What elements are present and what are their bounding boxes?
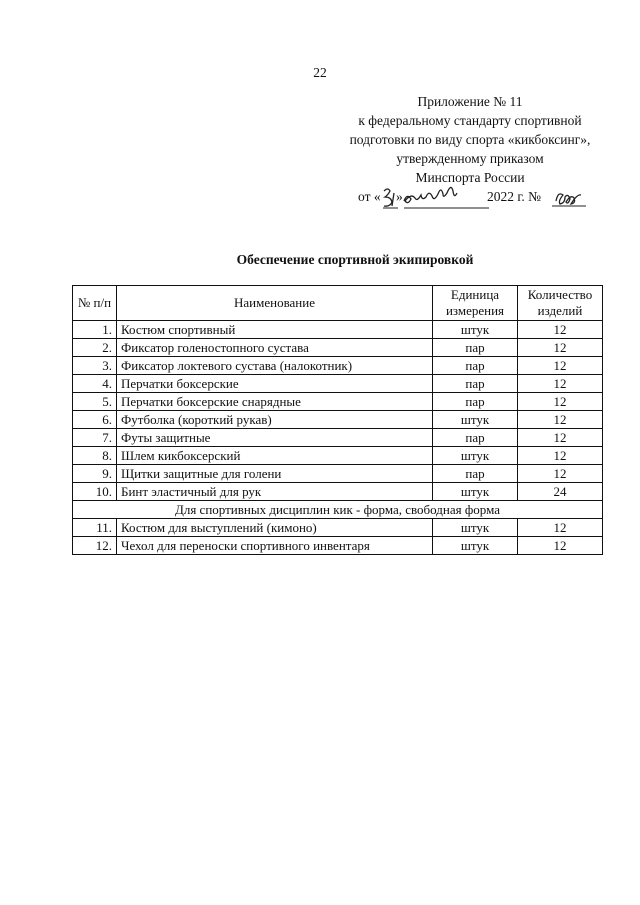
row-unit: штук: [433, 321, 518, 339]
table-row: [73, 339, 603, 357]
page-number: 22: [313, 65, 327, 80]
row-quantity: 12: [518, 321, 603, 339]
row-quantity: 12: [518, 519, 603, 537]
table-row: [73, 465, 603, 483]
table-row: [73, 375, 603, 393]
row-name: Костюм для выступлений (кимоно): [117, 519, 433, 537]
section-heading: Для спортивных дисциплин кик - форма, свободная форма: [73, 501, 603, 519]
row-quantity: 12: [518, 429, 603, 447]
table-row: [73, 411, 603, 429]
row-number: 10.: [73, 483, 117, 501]
date-mid: »: [396, 189, 403, 204]
row-unit: пар: [433, 339, 518, 357]
row-number: 6.: [73, 411, 117, 429]
row-quantity: 12: [518, 357, 603, 375]
appendix-line-5: Минспорта России: [415, 170, 525, 185]
handwritten-date-number: [320, 183, 620, 211]
row-quantity: 12: [518, 537, 603, 555]
header-num: № п/п: [73, 286, 117, 321]
row-quantity: 12: [518, 411, 603, 429]
row-number: 12.: [73, 537, 117, 555]
table-row: [73, 393, 603, 411]
row-name: Чехол для переноски спортивного инвентаря: [117, 537, 433, 555]
table-row: [73, 519, 603, 537]
table-row: [73, 483, 603, 501]
row-quantity: 24: [518, 483, 603, 501]
row-unit: штук: [433, 537, 518, 555]
table-body: [73, 321, 603, 555]
row-name: Футболка (короткий рукав): [117, 411, 433, 429]
row-unit: штук: [433, 483, 518, 501]
appendix-header: [320, 92, 620, 209]
row-number: 8.: [73, 447, 117, 465]
row-unit: пар: [433, 465, 518, 483]
row-number: 4.: [73, 375, 117, 393]
table-row: [73, 537, 603, 555]
header-name: Наименование: [117, 286, 433, 321]
table-row: [73, 447, 603, 465]
order-date-line: [320, 187, 620, 209]
appendix-line-4: утвержденному приказом: [396, 151, 544, 166]
row-name: Перчатки боксерские снарядные: [117, 393, 433, 411]
row-number: 3.: [73, 357, 117, 375]
row-number: 11.: [73, 519, 117, 537]
row-unit: штук: [433, 519, 518, 537]
row-unit: пар: [433, 393, 518, 411]
row-unit: пар: [433, 375, 518, 393]
row-unit: штук: [433, 411, 518, 429]
header-qty: Количество изделий: [518, 286, 603, 321]
table-row: [73, 429, 603, 447]
table-row: [73, 321, 603, 339]
row-name: Фиксатор голеностопного сустава: [117, 339, 433, 357]
row-quantity: 12: [518, 465, 603, 483]
appendix-line-2: к федеральному стандарту спортивной: [358, 113, 582, 128]
row-unit: штук: [433, 447, 518, 465]
row-name: Костюм спортивный: [117, 321, 433, 339]
row-unit: пар: [433, 357, 518, 375]
row-quantity: 12: [518, 375, 603, 393]
row-unit: пар: [433, 429, 518, 447]
row-number: 1.: [73, 321, 117, 339]
date-prefix: от «: [358, 189, 381, 204]
row-number: 2.: [73, 339, 117, 357]
row-number: 9.: [73, 465, 117, 483]
table-header-row: [73, 286, 603, 321]
row-quantity: 12: [518, 393, 603, 411]
appendix-line-1: Приложение № 11: [417, 94, 523, 109]
appendix-line-3: подготовки по виду спорта «кикбоксинг»,: [349, 132, 591, 147]
row-number: 5.: [73, 393, 117, 411]
row-name: Щитки защитные для голени: [117, 465, 433, 483]
row-quantity: 12: [518, 447, 603, 465]
document-title: Обеспечение спортивной экипировкой: [236, 252, 474, 267]
equipment-table: [72, 285, 603, 555]
row-name: Бинт эластичный для рук: [117, 483, 433, 501]
row-name: Перчатки боксерские: [117, 375, 433, 393]
header-unit: Единица измерения: [433, 286, 518, 321]
row-number: 7.: [73, 429, 117, 447]
date-suffix: 2022 г. №: [487, 189, 542, 204]
table-row: [73, 357, 603, 375]
row-name: Фиксатор локтевого сустава (налокотник): [117, 357, 433, 375]
row-quantity: 12: [518, 339, 603, 357]
section-row: [73, 501, 603, 519]
row-name: Футы защитные: [117, 429, 433, 447]
row-name: Шлем кикбоксерский: [117, 447, 433, 465]
